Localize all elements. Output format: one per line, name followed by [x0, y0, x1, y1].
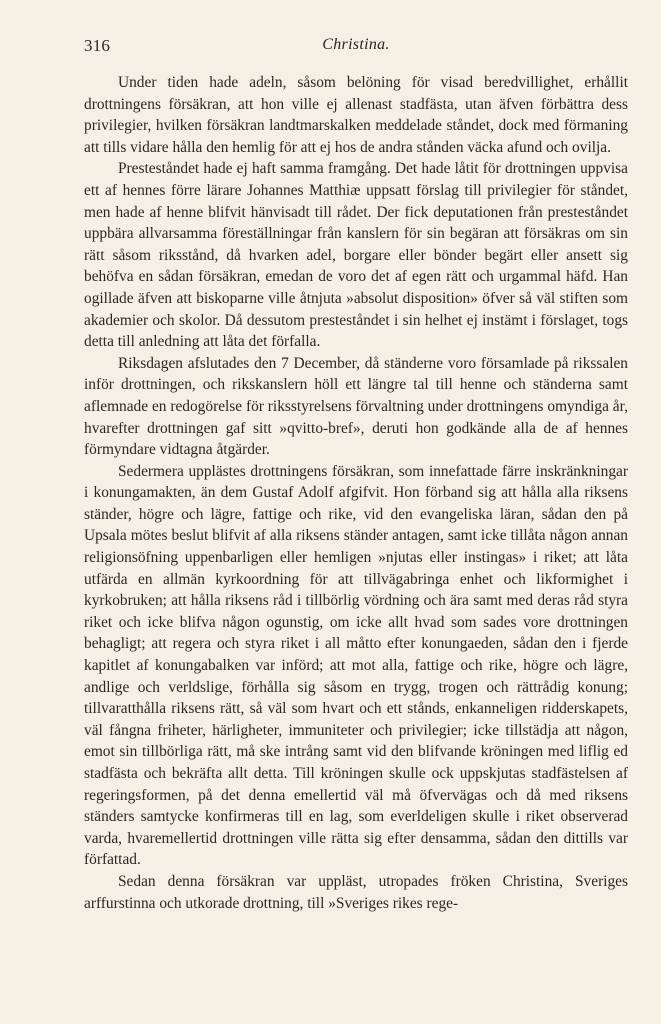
running-title: Christina. — [322, 36, 390, 53]
body-text — [84, 72, 628, 914]
running-head — [84, 36, 628, 60]
paragraph-forsakran: Sedermera upplästes drottningens försäkran, som innefattade färre inskränkningar i konungamakten, än dem Gustaf Adolf afgifvit. Hon förband sig att hålla alla riksens ständer, högre och lägre, fattige och rike, vid den evangeliska läran, sådan den på Upsala mötes beslut blifvit af alla riksens ständer antagen, samt icke tillåta någon annan religionsöfning uppenbarligen eller hemligen »njutas eller instingas» i riket; att låta utfärda en allmän kyrkoordning för att tillvägabringa enhet och likformighet i kyrkobruken; att hålla riksens råd i tillbörlig vördning och ära samt med deras råd styra riket och icke blifva någon ogunstig, om icke allt hvad som sades vore drottningen behagligt; att regera och styra riket i all måtto efter konungaeden, sådan den i fjerde kapitlet af konungabalken var införd; att mot alla, fattige och rike, högre och lägre, andlige och verldslige, förhålla sig såsom en trygg, trogen och rättrådig konung; tillvaratthålla riksens rätt, så väl som hvart och ett stånds, enkanneligen ridderskapets, väl fångna friheter, härligheter, immuniteter och privilegier; icke tillstädja att någon, emot sin tillbörliga rätt, må ske intrång samt vid den blifvande kröningen med liflig ed stadfästa och bekräfta allt detta. Till kröningen skulle ock uppskjutas stadfästelsen af regeringsformen, på det denna emellertid väl må öfvervägas och då med riksens ständers samtycke konfirmeras till en lag, som everldeligen skulle i riket observerad varda, hvaremellertid drottningen ville rätta sig efter densamma, sådan den dittills var författad. — [84, 462, 628, 869]
paragraph-utropande: Sedan denna försäkran var uppläst, utropades fröken Christina, Sveriges arffurstinna och utkorade drottning, till »Sveriges rikes rege- — [84, 872, 628, 912]
paragraph-riksdagen: Riksdagen afslutades den 7 December, då ständerne voro församlade på rikssalen inför drottningen, och rikskanslern höll ett längre tal till henne och ständerna samt aflemnade en redogörelse för riksstyrelsens förvaltning under drottningens omyndiga år, hvarefter drottningen gaf sitt »qvitto-bref», deruti hon godkände alla de af hennes förmyndare vidtagna åtgärder. — [84, 354, 628, 459]
page-number: 316 — [84, 36, 111, 55]
paragraph-adeln: Under tiden hade adeln, såsom belöning för visad beredvillighet, erhållit drottningens försäkran, att hon ville ej allenast stadfästa, utan äfven förbättra dess privilegier, hvilken försäkran landtmarskalken meddelade ståndet, dock med förmaning att tills vidare hålla den hemlig för att ej hos de andra stånden väcka afund och ovilja. — [84, 74, 628, 156]
paragraph-prestestandet: Presteståndet hade ej haft samma framgång. Det hade låtit för drottningen uppvisa ett af hennes förre lärare Johannes Matthiæ uppsatt förslag till privilegier för ståndet, men hade af henne blifvit hänvisadt till rådet. Der fick deputationen från presteståndet uppbära allvarsamma föreställningar från kanslern för sin begäran att försäkras om sin rätt såsom riksstånd, då hvarken adel, borgare eller bönder begärt eller ansett sig behöfva en sådan försäkran, emedan de voro det af egen rätt och urgammal häfd. Han ogillade äfven att biskoparne ville åtnjuta »absolut disposition» öfver så väl stiften som akademier och skolor. Då dessutom presteståndet i sin helhet ej instämt i förslaget, togs detta till anledning att låta det förfalla. — [84, 160, 628, 351]
